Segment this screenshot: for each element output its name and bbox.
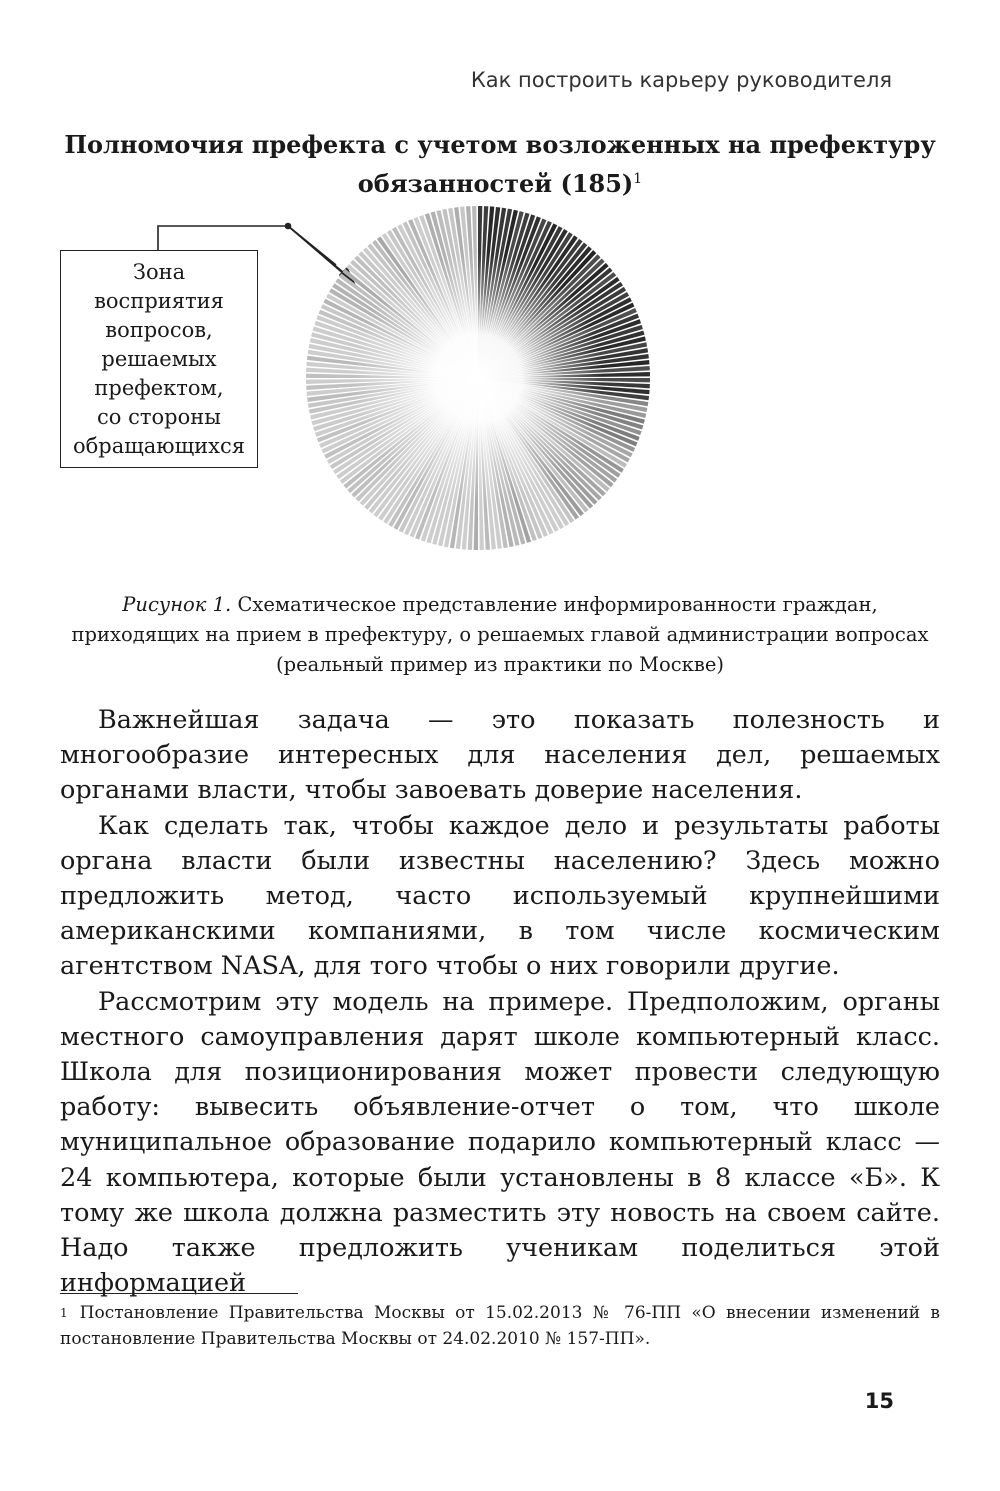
caption-text: Схематическое представление информированности граждан, приходящих на прием в префектуру, о решаемых главой администрации вопросах (реальный пример из практики по Москве) — [71, 593, 929, 676]
connector-dot — [286, 224, 291, 229]
paragraph-1: Важнейшая задача — это показать полезность и многообразие интересных для населения дел, решаемых органами власти, чтобы завоевать доверие населения. — [60, 705, 940, 806]
title-footnote-marker: 1 — [633, 171, 643, 187]
body-text — [60, 703, 940, 1301]
figure-title-text: Полномочия префекта с учетом возложенных на префектуру обязанностей (185) — [64, 130, 936, 198]
paragraph-3: Рассмотрим эту модель на примере. Предположим, органы местного самоуправления дарят школе компьютерный класс. Школа для позиционирования может провести следующую работу: вывесить объявление-отчет о том, что школе муниципальное образование подарило компьютерный класс — 24 компьютера, которые были установлены в 8 классе «Б». К тому же школа должна разместить эту новость на своем сайте. Надо также предложить ученикам поделиться этой информацией — [60, 986, 940, 1299]
footnote-rule — [60, 1293, 298, 1294]
caption-label: Рисунок 1. — [122, 593, 232, 616]
center-glow — [353, 253, 603, 503]
radial-disc — [306, 206, 650, 550]
running-head: Как построить карьеру руководителя — [470, 68, 892, 92]
figure-title — [60, 128, 940, 201]
footnote-marker: 1 — [60, 1306, 68, 1320]
perception-zone-box: Зона восприятия вопросов, решаемых префектом, со стороны обращающихся — [60, 250, 258, 468]
figure-caption — [60, 590, 940, 680]
connector-line — [158, 226, 288, 250]
paragraph-2: Как сделать так, чтобы каждое дело и результаты работы органа власти были известны населению? Здесь можно предложить метод, часто используемый крупнейшими американскими компаниями, в том числе космическим агентством NASA, для того чтобы о них говорили другие. — [60, 810, 940, 982]
footnote-text: Постановление Правительства Москвы от 15.02.2013 № 76-ПП «О внесении изменений в постановление Правительства Москвы от 24.02.2010 № 157-ПП». — [60, 1303, 940, 1349]
page-number: 15 — [864, 1389, 894, 1413]
footnote — [60, 1300, 940, 1352]
